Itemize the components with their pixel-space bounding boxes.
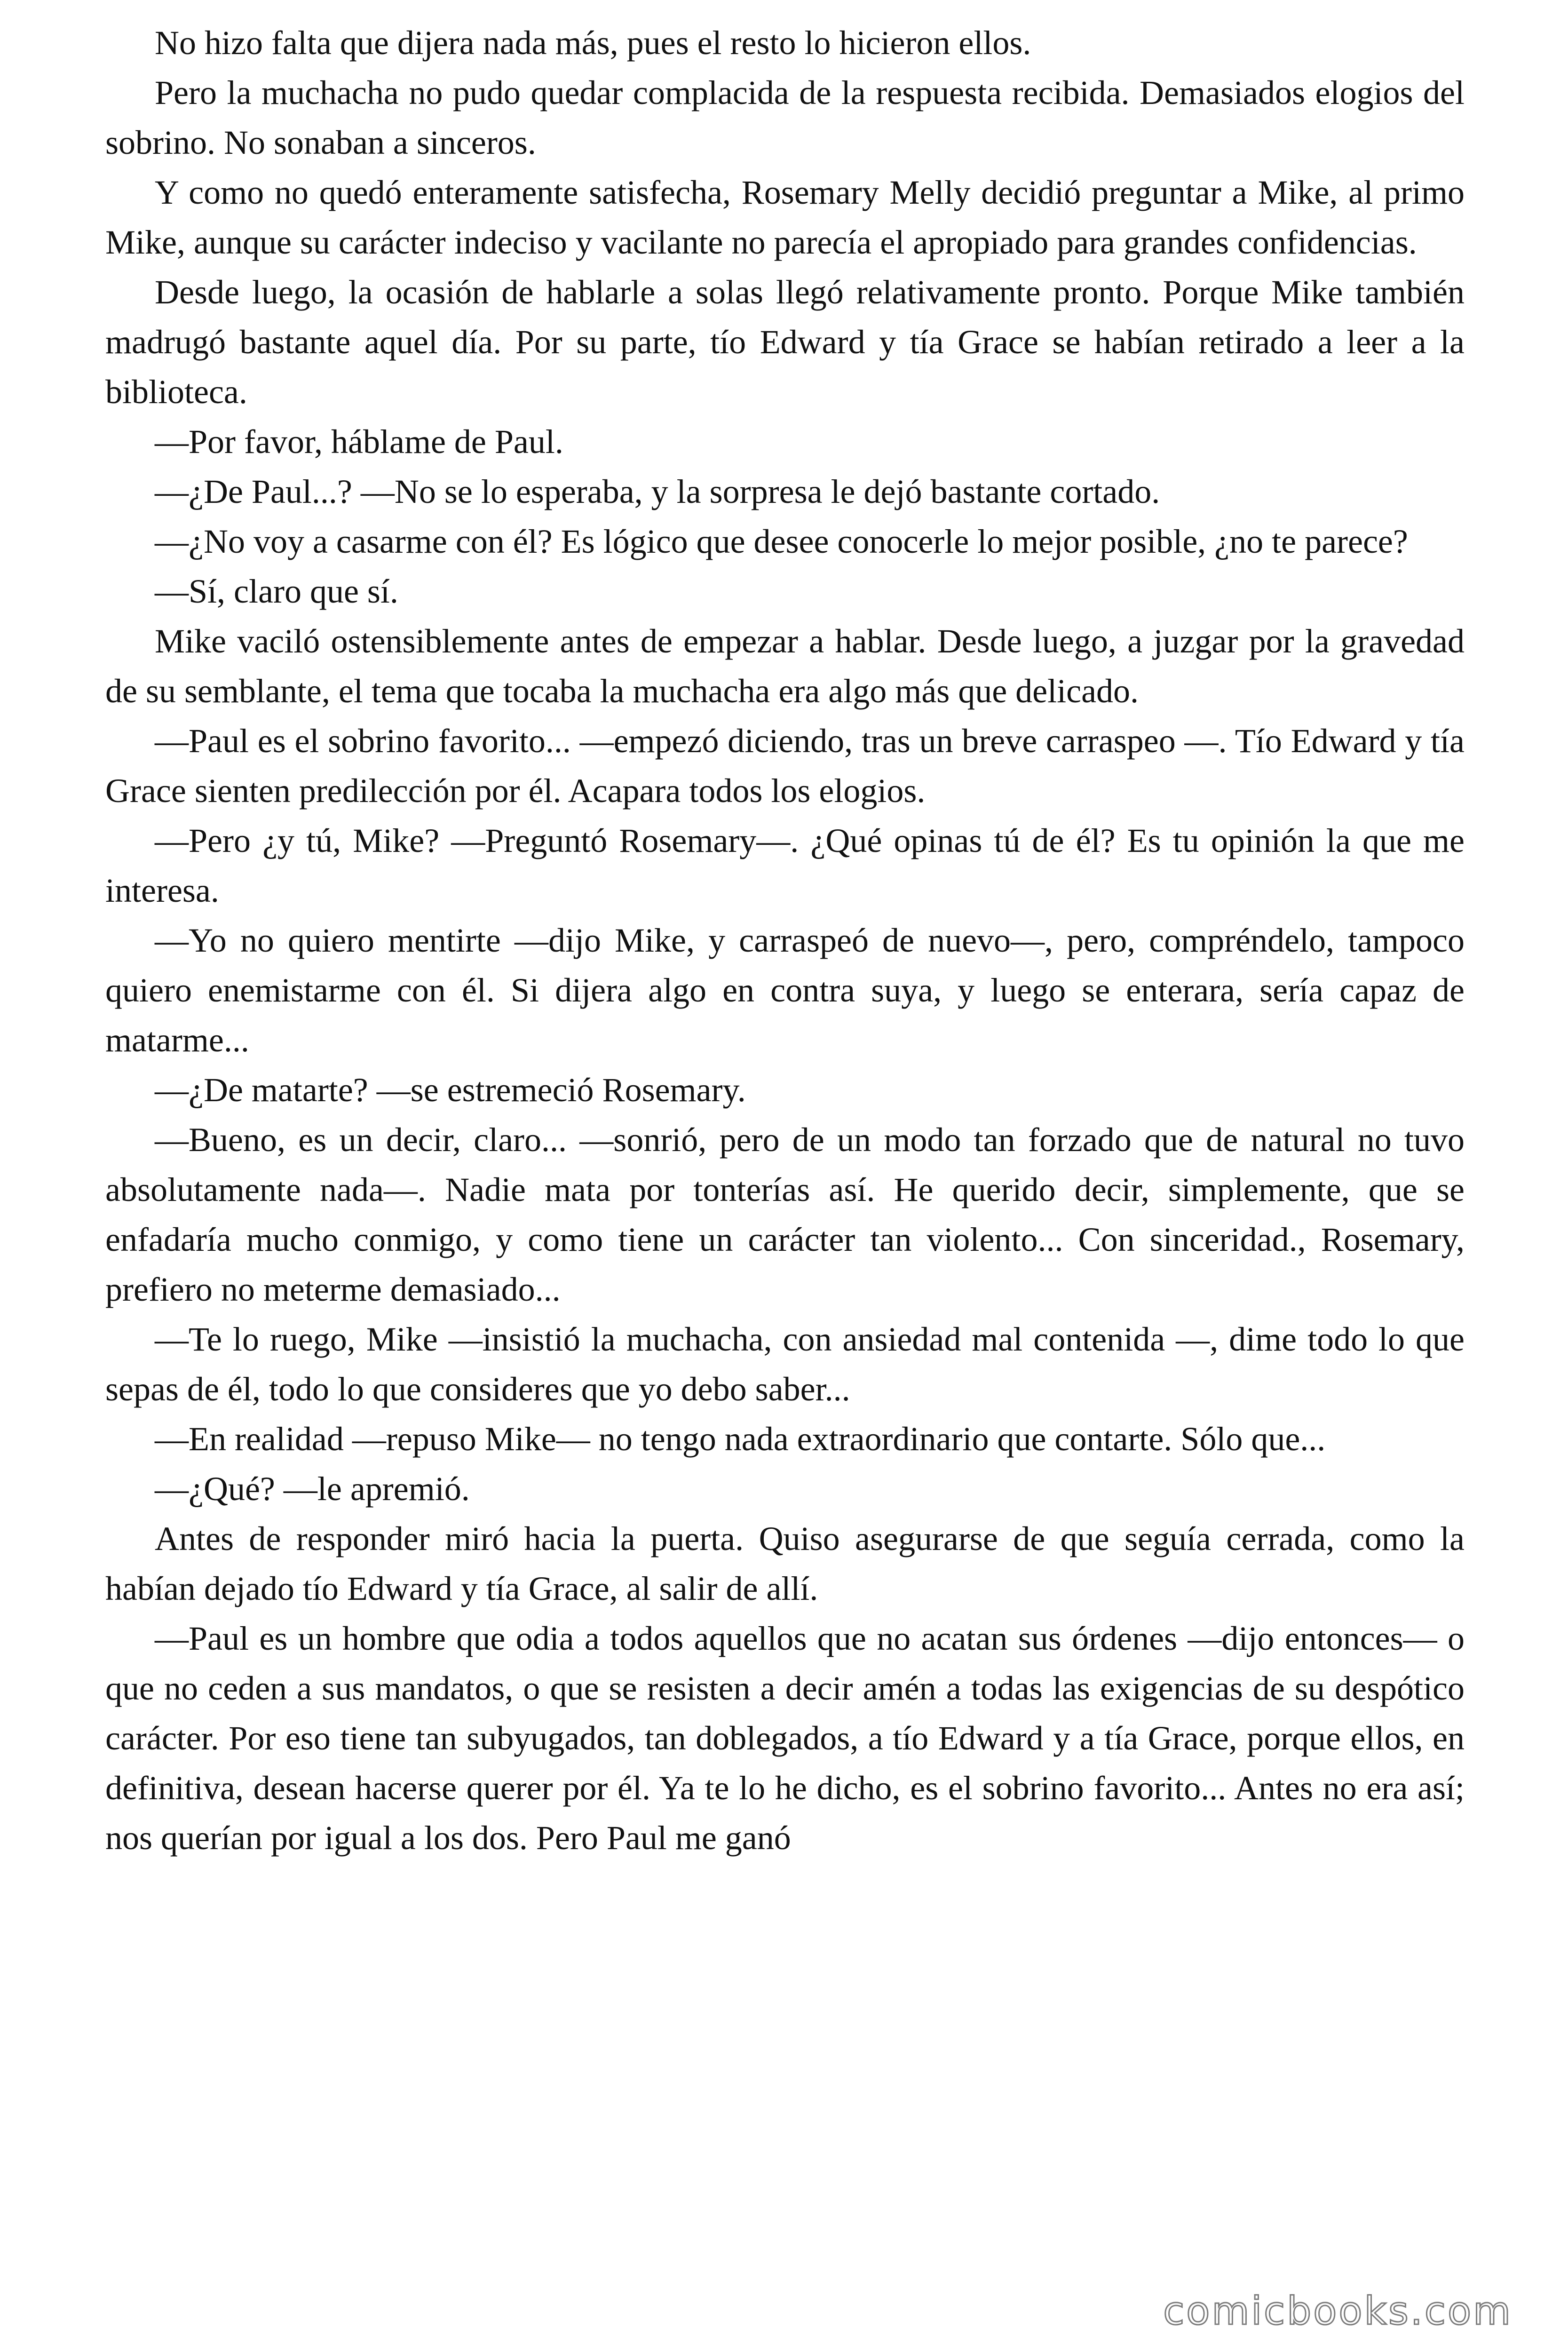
paragraph: Antes de responder miró hacia la puerta. Quiso asegurarse de que seguía cerrada, como la habían dejado tío Edward y tía Grace, al salir de allí. — [105, 1520, 1465, 1607]
paragraph: —¿No voy a casarme con él? Es lógico que desee conocerle lo mejor posible, ¿no te parece? — [155, 523, 1408, 560]
paragraph: Y como no quedó enteramente satisfecha, Rosemary Melly decidió preguntar a Mike, al primo Mike, aunque su carácter indeciso y vacilante no parecía el apropiado para grandes confidencias. — [105, 174, 1465, 261]
paragraph: —Paul es el sobrino favorito... —empezó diciendo, tras un breve carraspeo —. Tío Edward y tía Grace sienten predilección por él. Acapara todos los elogios. — [105, 722, 1465, 810]
paragraph: —En realidad —repuso Mike— no tengo nada extraordinario que contarte. Sólo que... — [155, 1420, 1326, 1458]
paragraph: —Por favor, háblame de Paul. — [155, 423, 563, 461]
paragraph: Pero la muchacha no pudo quedar complacida de la respuesta recibida. Demasiados elogios del sobrino. No sonaban a sinceros. — [105, 74, 1465, 161]
paragraph: —Paul es un hombre que odia a todos aquellos que no acatan sus órdenes —dijo entonces— o que no ceden a sus mandatos, o que se resisten a decir amén a todas las exigencias de su despótico carácter. Por eso tiene tan subyugados, tan doblegados, a tío Edward y a tía Grace, porque ellos, en definitiva, desean hacerse querer por él. Ya te lo he dicho, es el sobrino favorito... Antes no era así; nos querían por igual a los dos. Pero Paul me ganó — [105, 1620, 1465, 1857]
paragraph: —¿De Paul...? —No se lo esperaba, y la sorpresa le dejó bastante cortado. — [155, 473, 1160, 510]
paragraph: —Yo no quiero mentirte —dijo Mike, y carraspeó de nuevo—, pero, compréndelo, tampoco quiero enemistarme con él. Si dijera algo en contra suya, y luego se enterara, sería capaz de matarme... — [105, 922, 1465, 1059]
paragraph: —¿De matarte? —se estremeció Rosemary. — [155, 1071, 746, 1109]
paragraph: Mike vaciló ostensiblemente antes de empezar a hablar. Desde luego, a juzgar por la gravedad de su semblante, el tema que tocaba la muchacha era algo más que delicado. — [105, 622, 1465, 710]
watermark: comicbooks.com — [1163, 2289, 1513, 2334]
paragraph: —¿Qué? —le apremió. — [155, 1470, 470, 1508]
paragraph: —Pero ¿y tú, Mike? —Preguntó Rosemary—. ¿Qué opinas tú de él? Es tu opinión la que me interesa. — [105, 822, 1465, 909]
paragraph: No hizo falta que dijera nada más, pues el resto lo hicieron ellos. — [155, 24, 1031, 62]
page-text — [105, 18, 1465, 1863]
paragraph: Desde luego, la ocasión de hablarle a solas llegó relativamente pronto. Porque Mike también madrugó bastante aquel día. Por su parte, tío Edward y tía Grace se habían retirado a leer a la biblioteca. — [105, 273, 1465, 411]
paragraph: —Sí, claro que sí. — [155, 572, 398, 610]
paragraph: —Bueno, es un decir, claro... —sonrió, pero de un modo tan forzado que de natural no tuvo absolutamente nada—. Nadie mata por tonterías así. He querido decir, simplemente, que se enfadaría mucho conmigo, y como tiene un carácter tan violento... Con sinceridad., Rosemary, prefiero no meterme demasiado... — [105, 1121, 1465, 1308]
paragraph: —Te lo ruego, Mike —insistió la muchacha, con ansiedad mal contenida —, dime todo lo que sepas de él, todo lo que consideres que yo debo saber... — [105, 1320, 1465, 1408]
